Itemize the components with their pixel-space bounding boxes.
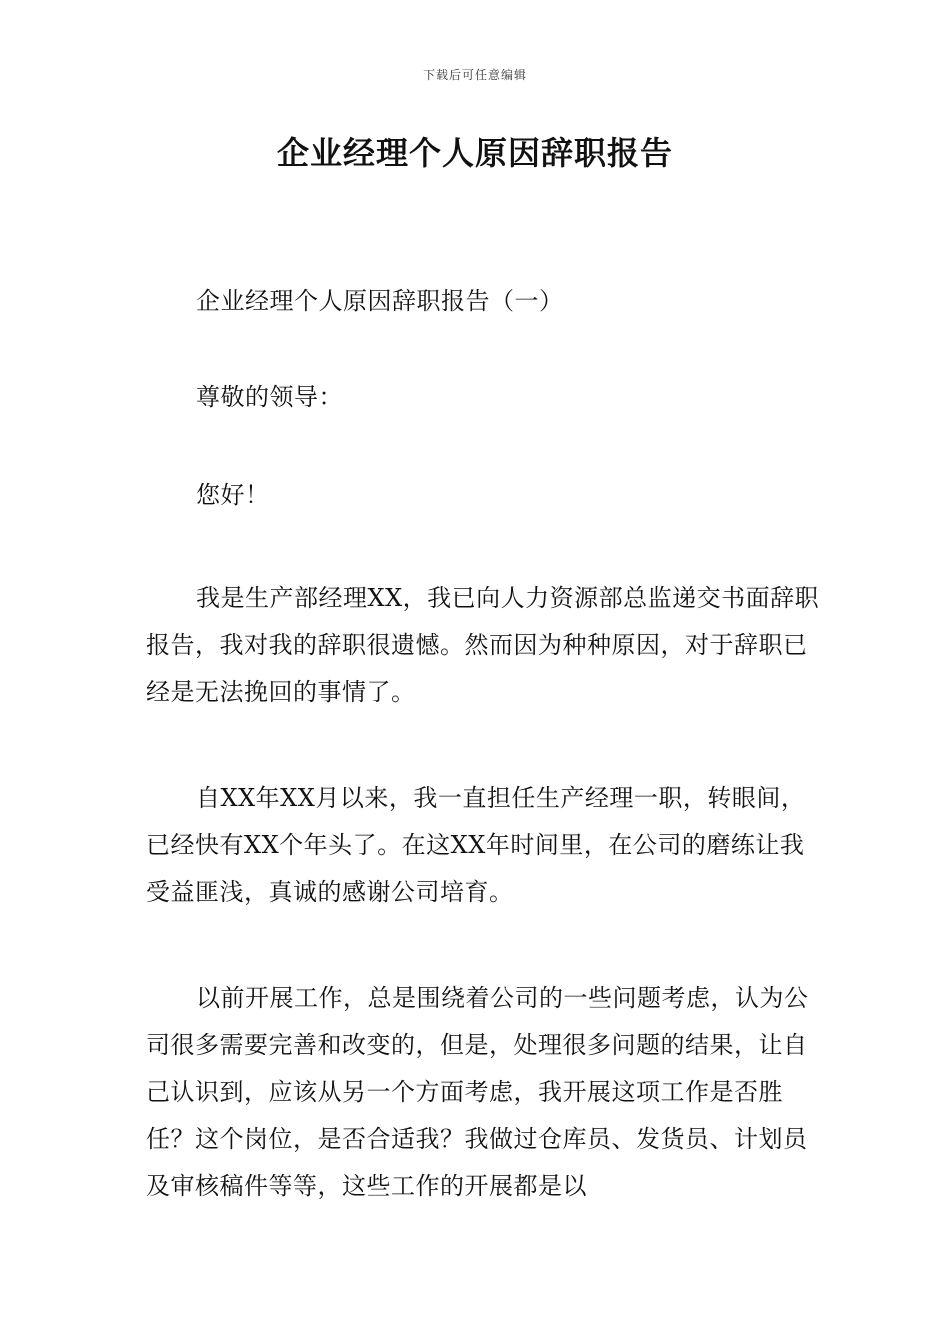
greeting: 您好！ <box>196 481 270 509</box>
header-note: 下载后可任意编辑 <box>422 68 527 82</box>
salutation: 尊敬的领导： <box>196 383 343 411</box>
document-title: 企业经理个人原因辞职报告 <box>276 134 673 172</box>
paragraph: 以前开展工作，总是围绕着公司的一些问题考虑，认为公司很多需要完善和改变的，但是，处理很多问题的结果，让自己认识到，应该从另一个方面考虑，我开展这项工作是否胜任？这个岗位，是否合适我？我做过仓库员、发货员、计划员及审核稿件等等，这些工作的开展都是以 <box>146 984 809 1200</box>
paragraph: 自XX年XX月以来，我一直担任生产经理一职，转眼间，已经快有XX个年头了。在这XX年时间里，在公司的磨练让我受益匪浅，真诚的感谢公司培育。 <box>146 784 806 906</box>
document-subtitle: 企业经理个人原因辞职报告（一） <box>196 287 564 315</box>
paragraph: 我是生产部经理XX，我已向人力资源部总监递交书面辞职报告，我对我的辞职很遗憾。然而因为种种原因，对于辞职已经是无法挽回的事情了。 <box>146 584 820 706</box>
